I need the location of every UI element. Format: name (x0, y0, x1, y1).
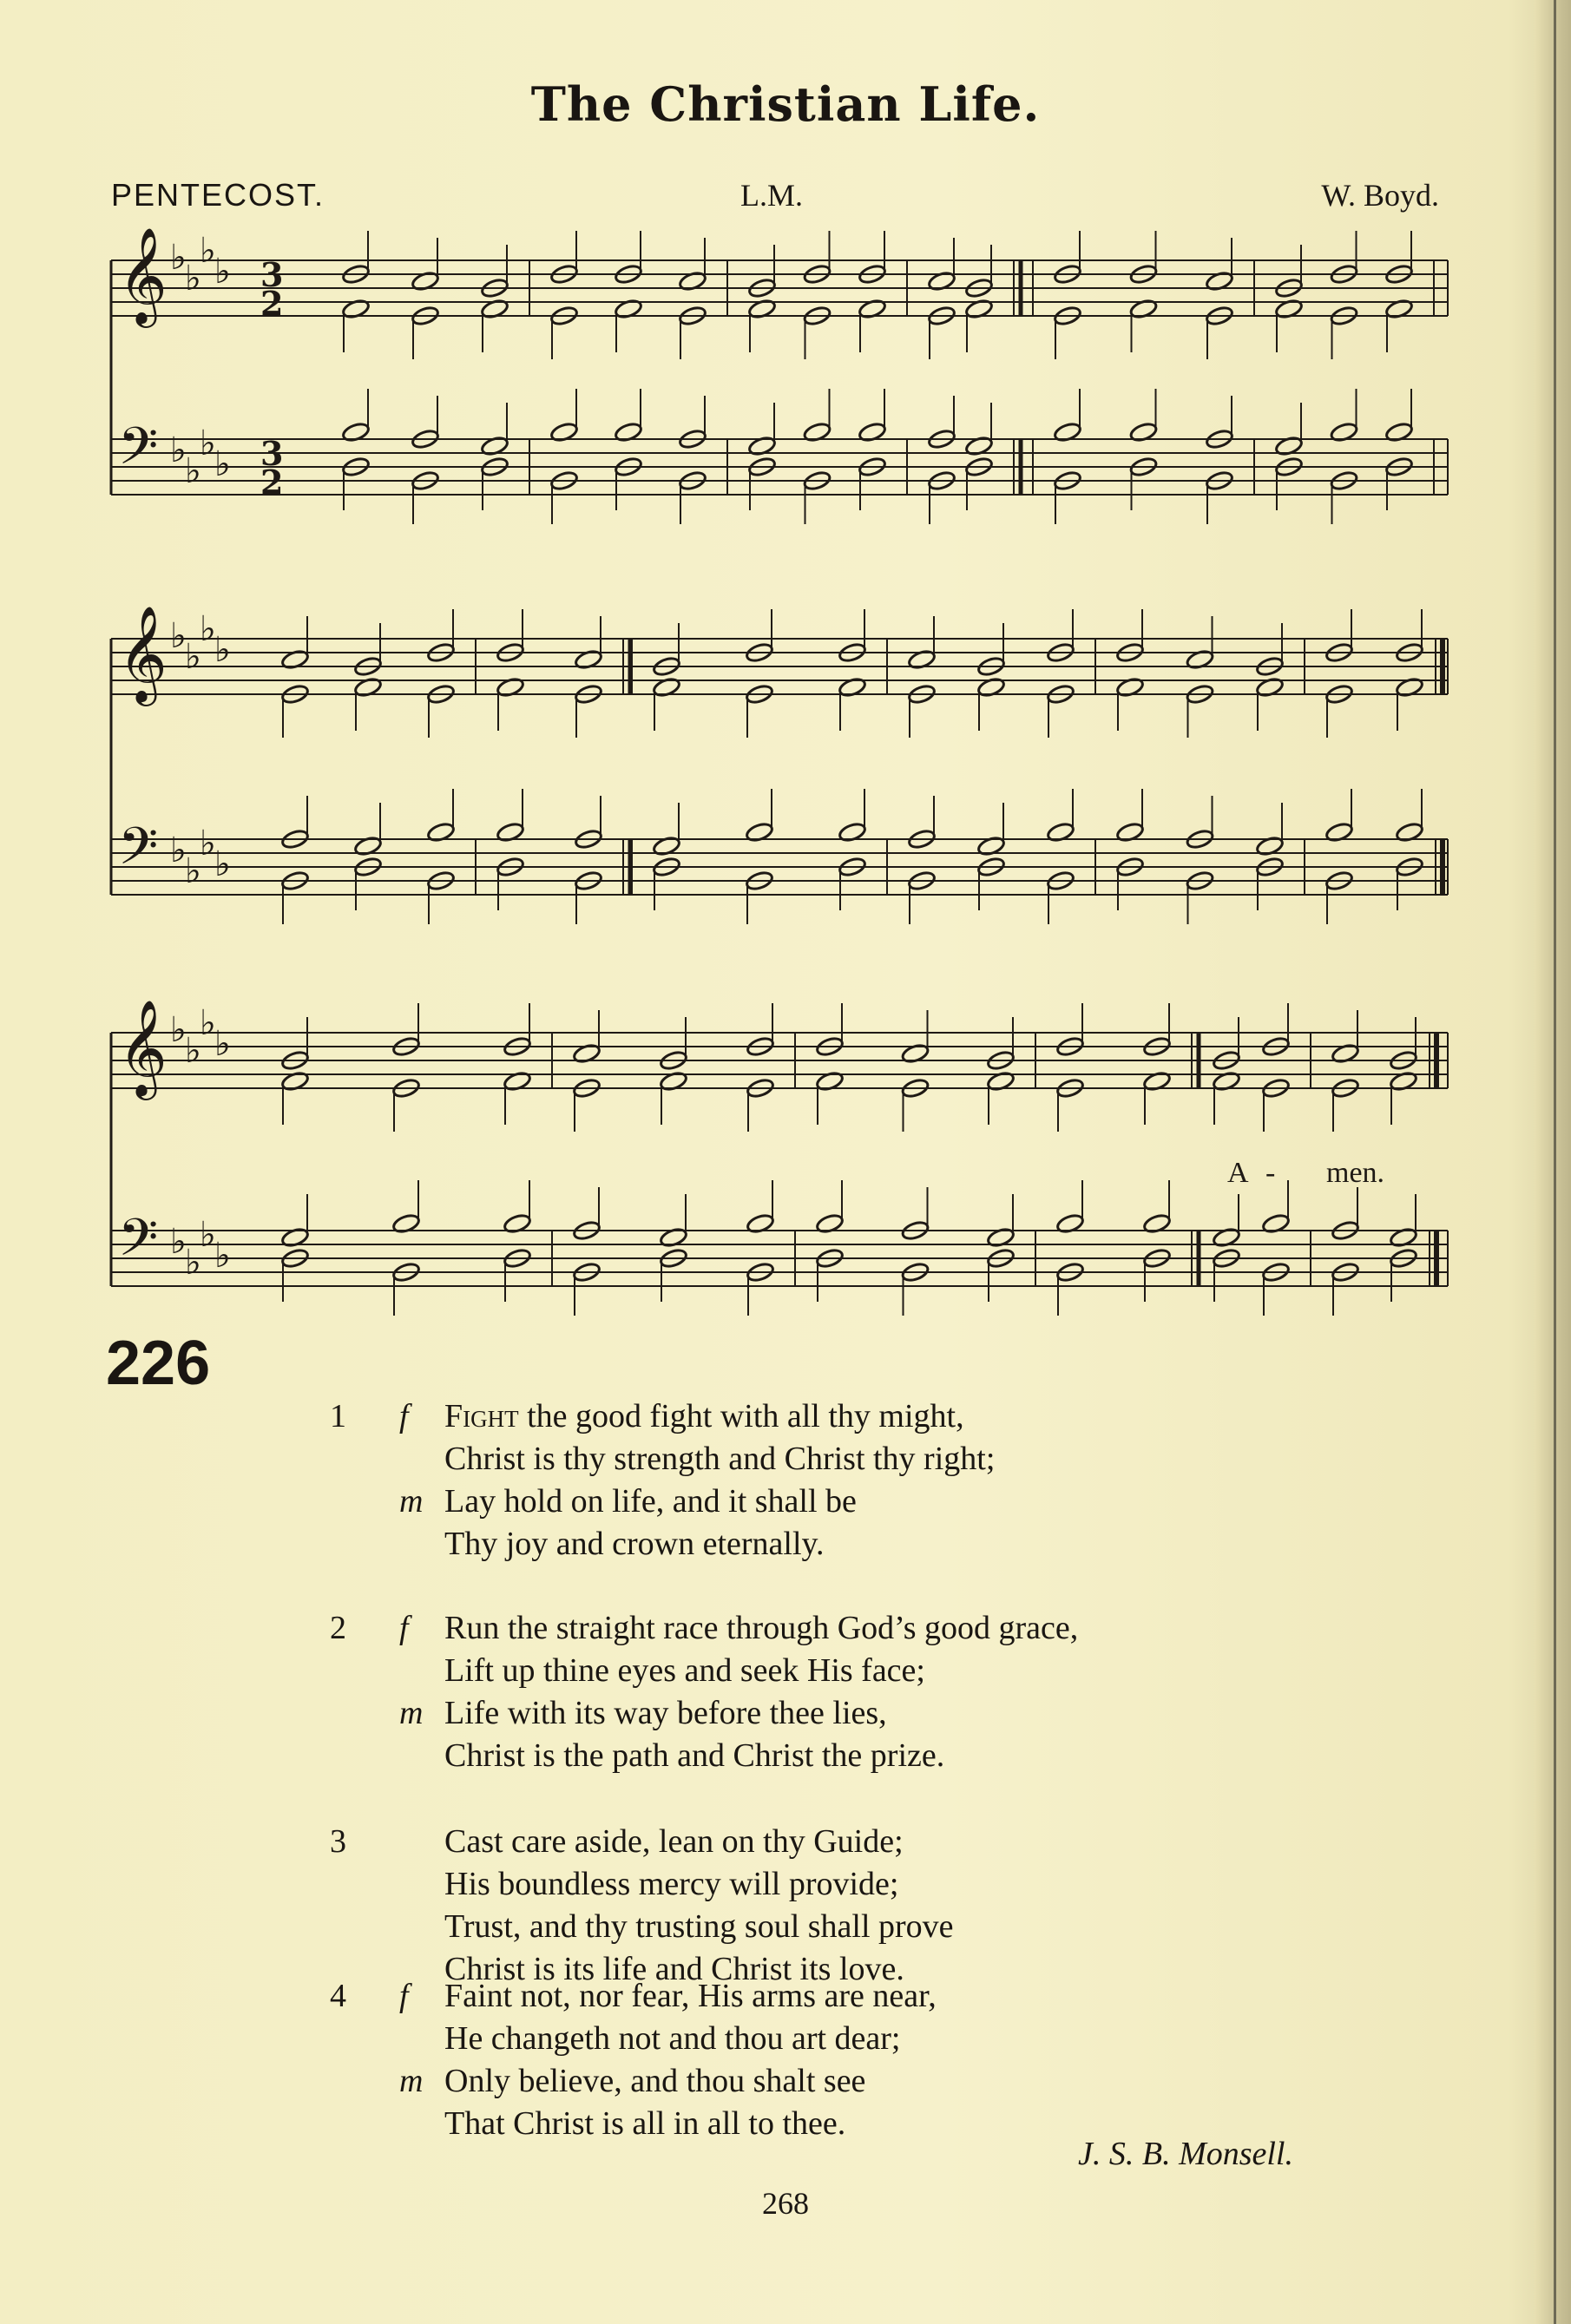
amen-syllable: - (1265, 1157, 1276, 1189)
line-words: Cast care aside, lean on thy Guide; (444, 1823, 904, 1860)
lyric-text (444, 2060, 865, 2103)
time-sig-bottom: 2 (260, 284, 284, 323)
bass-clef: 𝄢 (118, 416, 159, 489)
lyric-text (444, 2018, 900, 2060)
dynamic-marking: f (399, 1610, 409, 1646)
flat-sign: ♭ (170, 238, 187, 278)
line-words: Faint not, nor fear, His arms are near, (444, 1978, 937, 2014)
amen-syllable: men. (1326, 1157, 1385, 1189)
flat-sign: ♭ (200, 609, 216, 649)
flat-sign: ♭ (185, 851, 201, 891)
small-caps-lead: Fight (444, 1398, 519, 1434)
lyric-text (444, 1692, 887, 1735)
tune-composer: W. Boyd. (1321, 178, 1439, 213)
flat-sign: ♭ (185, 451, 201, 491)
flat-sign: ♭ (185, 1243, 201, 1283)
verse-number: 1 (330, 1398, 346, 1434)
bass-clef: 𝄢 (118, 1207, 159, 1280)
lyric-text (444, 1607, 1078, 1650)
flat-sign: ♭ (170, 830, 187, 870)
verse-number: 4 (330, 1978, 346, 2014)
dynamic-marking: f (399, 1978, 409, 2014)
treble-clef: 𝄞 (118, 605, 168, 702)
flat-sign: ♭ (185, 259, 201, 299)
flat-sign: ♭ (214, 1024, 231, 1064)
time-sig-bottom: 2 (260, 463, 284, 502)
line-words: Run the straight race through God’s good grace, (444, 1610, 1079, 1646)
line-words: Life with its way before thee lies, (444, 1695, 887, 1731)
flat-sign: ♭ (170, 1010, 187, 1050)
line-words: Christ is its life and Christ its love. (444, 1951, 904, 1987)
time-sig-top: 3 (260, 434, 284, 473)
section-title: The Christian Life. (530, 76, 1041, 132)
time-sig-top: 3 (260, 255, 284, 294)
lyric-text (444, 1735, 944, 1777)
line-words: Lay hold on life, and it shall be (444, 1483, 857, 1520)
flat-sign: ♭ (185, 1031, 201, 1071)
amen-syllable: A (1227, 1157, 1249, 1189)
page-number: 268 (762, 2186, 809, 2221)
dynamic-marking: m (399, 1483, 424, 1520)
flat-sign: ♭ (200, 231, 216, 271)
lyric-text (444, 1523, 825, 1566)
lyric-text (444, 1821, 904, 1863)
line-words: Lift up thine eyes and seek His face; (444, 1652, 925, 1689)
hymn-author: J. S. B. Monsell. (1077, 2136, 1293, 2172)
flat-sign: ♭ (200, 1215, 216, 1255)
flat-sign: ♭ (170, 1222, 187, 1262)
flat-sign: ♭ (200, 423, 216, 463)
flat-sign: ♭ (200, 824, 216, 863)
lyric-text (444, 2103, 845, 2145)
line-words: Trust, and thy trusting soul shall prove (444, 1908, 954, 1945)
dynamic-marking: m (399, 2063, 424, 2099)
treble-clef: 𝄞 (118, 226, 168, 324)
line-words: Christ is thy strength and Christ thy right; (444, 1441, 996, 1477)
lyric-text (444, 1480, 857, 1523)
line-words: He changeth not and thou art dear; (444, 2020, 901, 2057)
bass-clef: 𝄢 (118, 816, 159, 889)
lyric-text (444, 1438, 995, 1480)
line-words: Thy joy and crown eternally. (444, 1526, 825, 1562)
lyric-text (444, 1975, 937, 2018)
flat-sign: ♭ (214, 444, 231, 484)
flat-sign: ♭ (214, 252, 231, 292)
line-words: Only believe, and thou shalt see (444, 2063, 866, 2099)
tune-meter: L.M. (740, 178, 803, 213)
hymn-number: 226 (106, 1329, 211, 1398)
flat-sign: ♭ (170, 616, 187, 656)
dynamic-marking: f (399, 1398, 409, 1434)
lyric-text (444, 1906, 954, 1948)
lyric-text (444, 1863, 898, 1906)
verse-number: 3 (330, 1823, 346, 1860)
treble-clef: 𝄞 (118, 999, 168, 1096)
line-words: Christ is the path and Christ the prize. (444, 1737, 945, 1774)
dynamic-marking: m (399, 1695, 424, 1731)
lyric-text (444, 1650, 925, 1692)
flat-sign: ♭ (185, 637, 201, 677)
verse-number: 2 (330, 1610, 346, 1646)
flat-sign: ♭ (214, 630, 231, 670)
flat-sign: ♭ (214, 1236, 231, 1276)
tune-name: PENTECOST. (111, 177, 325, 213)
line-words: That Christ is all in all to thee. (444, 2105, 846, 2142)
flat-sign: ♭ (170, 430, 187, 470)
lyric-text (444, 1395, 964, 1438)
flat-sign: ♭ (200, 1003, 216, 1043)
line-words: the good fight with all thy might, (518, 1398, 964, 1434)
line-words: His boundless mercy will provide; (444, 1866, 899, 1902)
flat-sign: ♭ (214, 844, 231, 884)
